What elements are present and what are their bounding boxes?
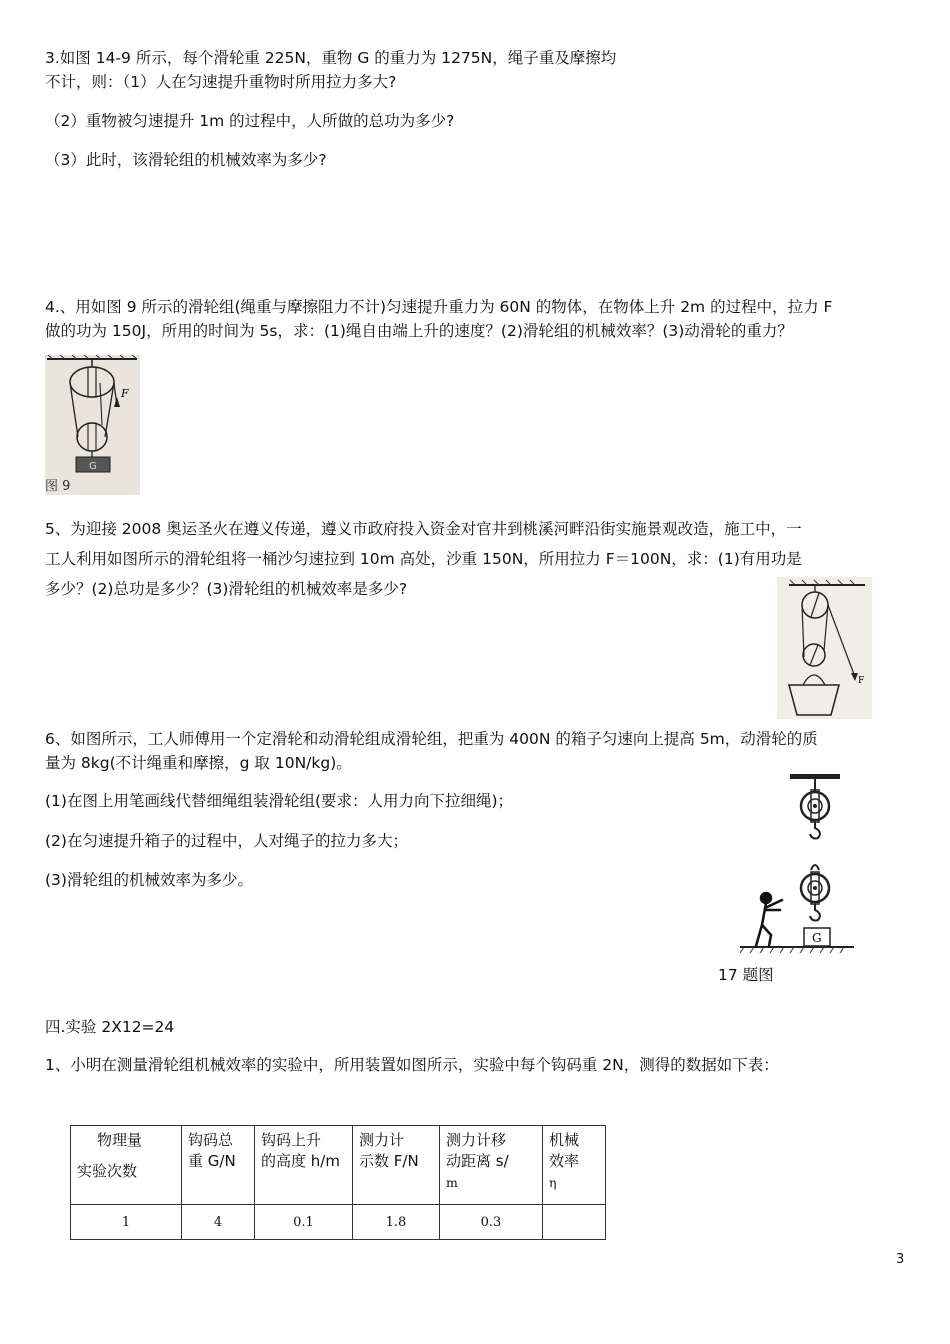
header-cell-force [353,1126,440,1205]
table-cell [543,1205,606,1240]
q6-line2: 量为 8kg(不计绳重和摩擦，g 取 10N/kg)。 [45,754,352,772]
header-force-1: 测力计 [359,1131,405,1149]
header-force-2: 示数 F/N [359,1152,419,1170]
header-distance-3: m [446,1175,458,1190]
header-quantity-label: 物理量 [97,1131,143,1149]
table-cell: 0.1 [255,1205,353,1240]
header-height-1: 钩码上升 [261,1131,322,1149]
q5-line1: 5、为迎接 2008 奥运圣火在遵义传递，遵义市政府投入资金对官井到桃溪河畔沿街实施景观改造，施工中，一 [45,520,802,538]
q3-line1: 3.如图 14-9 所示，每个滑轮重 225N，重物 G 的重力为 1275N，绳子重及摩擦均 [45,49,617,67]
header-efficiency-3: η [549,1175,557,1190]
header-trial-label: 实验次数 [77,1162,138,1180]
q4-line2: 做的功为 150J，所用的时间为 5s，求：(1)绳自由端上升的速度？(2)滑轮组的机械效率？(3)动滑轮的重力？ [45,322,793,340]
pulley-figure-9 [45,355,140,495]
q3-line2: 不计，则：（1）人在匀速提升重物时所用拉力多大? [45,73,397,91]
table-header-row [71,1126,606,1205]
table-cell: 0.3 [440,1205,543,1240]
header-cell-efficiency [543,1126,606,1205]
header-cell-weight [182,1126,255,1205]
header-cell-height [255,1126,353,1205]
q4-line1: 4.、用如图 9 所示的滑轮组(绳重与摩擦阻力不计)匀速提升重力为 60N 的物体，在物体上升 2m 的过程中，拉力 F [45,298,833,316]
table-row [71,1205,606,1240]
header-weight-1: 钩码总 [188,1131,234,1149]
table-cell: 1 [71,1205,182,1240]
q6-line4: (2)在匀速提升箱子的过程中，人对绳子的拉力多大； [45,832,408,850]
page-number: 3 [896,1252,905,1267]
figure-q5-force-label: F [858,676,865,686]
section4-q1: 1、小明在测量滑轮组机械效率的实验中，所用装置如图所示，实验中每个钩码重 2N，测得的数据如下表： [45,1056,779,1074]
figure-17-weight-label: G [812,931,822,945]
header-distance-2: 动距离 s/ [446,1152,509,1170]
q6-line3: (1)在图上用笔画线代替细绳组装滑轮组(要求：人用力向下拉细绳)； [45,792,514,810]
q5-line2: 工人利用如图所示的滑轮组将一桶沙匀速拉到 10m 高处，沙重 150N，所用拉力 F＝100N，求：(1)有用功是 [45,550,802,568]
header-distance-1: 测力计移 [446,1131,507,1149]
figure-9-caption: 图 9 [45,479,71,494]
header-cell-quantity [71,1126,182,1205]
pulley-figure-q5 [777,577,872,719]
q5-line3: 多少？(2)总功是多少？(3)滑轮组的机械效率是多少? [45,580,408,598]
figure-9-force-label: F [121,387,129,400]
header-cell-distance [440,1126,543,1205]
figure-17-caption: 17 题图 [718,966,774,984]
header-efficiency-2: 效率 [549,1152,580,1170]
table-cell: 1.8 [353,1205,440,1240]
q6-line1: 6、如图所示，工人师傅用一个定滑轮和动滑轮组成滑轮组，把重为 400N 的箱子匀速向上提高 5m，动滑轮的质 [45,730,818,748]
header-weight-2: 重 G/N [188,1152,236,1170]
figure-9-weight-label: G [89,461,97,472]
q3-line4: （3）此时，该滑轮组的机械效率为多少? [45,151,327,169]
experiment-table [70,1125,606,1240]
header-height-2: 的高度 h/m [261,1152,340,1170]
pulley-figure-17 [738,772,858,960]
table-cell: 4 [182,1205,255,1240]
q3-line3: （2）重物被匀速提升 1m 的过程中，人所做的总功为多少? [45,112,455,130]
q6-line5: (3)滑轮组的机械效率为多少。 [45,871,253,889]
section4-heading: 四.实验 2X12=24 [45,1018,175,1036]
header-efficiency-1: 机械 [549,1131,580,1149]
